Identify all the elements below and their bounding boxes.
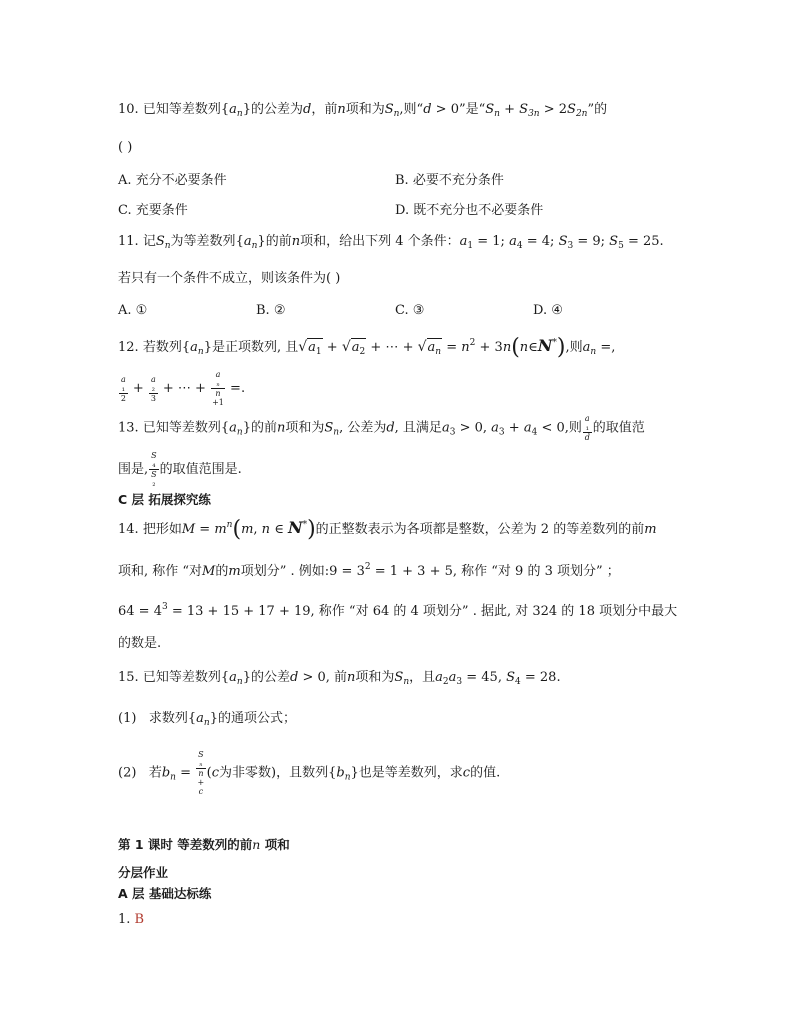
q14-number: 14.: [118, 522, 139, 537]
q10-line1: 10. 已知等差数列$\{a_n\}$的公差为d，前n项和为$S_n$,则“d > 0”是“$S_n + S_{3n} > 2S_{2n}$”的: [118, 102, 608, 119]
q13-line1: 13. 已知等差数列$\{a_n\}$的前n项和为$S_n$, 公差为d, 且满足$a_3 > 0$, $a_3 + a_4 < 0$,则 a ₁ d 的取值范: [118, 414, 645, 442]
q10-number: 10.: [118, 102, 139, 117]
section-a-heading: A 层 基础达标练: [118, 886, 212, 901]
q10-option-a: A. 充分不必要条件: [118, 173, 227, 188]
q11-number: 11.: [118, 234, 139, 249]
q14-line1: 14. 把形如$M = m^n(m$, n ∈ N*)的正整数表示为各项都是整数，公差为 2 的等差数列的前m: [118, 517, 657, 542]
q11-option-b: B. ②: [256, 303, 286, 318]
q11-option-a: A. ①: [118, 303, 148, 318]
answer-1: 1. B: [118, 912, 145, 927]
lesson-title: 第 1 课时 等差数列的前n 项和: [118, 837, 290, 852]
q11-option-c: C. ③: [395, 303, 425, 318]
answer-1-value: B: [134, 912, 145, 927]
q11-line1: 11. 记$S_n$为等差数列$\{a_n\}$的前n项和，给出下列 4 个条件：$a_1 = 1$; $a_4 = 4$; $S_3 = 9$; $S_5 = 25$.: [118, 234, 664, 251]
q10-option-b: B. 必要不充分条件: [395, 173, 504, 188]
q13-number: 13.: [118, 420, 139, 436]
q11-option-d: D. ④: [533, 303, 563, 318]
q12-line1: 12. 若数列$\{a_n\}$是正项数列, 且$√a_1 + √a_2$ + ⋯ + $√a_n = n^2$ + 3n(n∈N*),则$a_n$ =,: [118, 335, 616, 360]
q12-line2: a ₁ 2 + a ₂ 3 + ⋯ + a ₙ n +1 =.: [120, 370, 246, 407]
q11-line2: 若只有一个条件不成立，则该条件为( ): [118, 271, 341, 286]
q15-number: 15.: [118, 670, 139, 685]
q15-part1: (1) 求数列$\{a_n\}$的通项公式；: [118, 711, 296, 728]
q14-line2: 项和, 称作 “对M的m项划分” . 例如:9 = $3^2 = 1 + 3 + 5$, 称作 “对 9 的 3 项划分” ；: [118, 562, 620, 579]
q15-line1: 15. 已知等差数列$\{a_n\}$的公差d > 0, 前n项和为$S_n$，且$a_2a_3 = 45$, $S_4 = 28$.: [118, 670, 561, 687]
q15-part2: (2) 若$b_n$ = S ₙ n + c (c为非零数)，且数列$\{b_n\}$也是等差数列，求c的值.: [118, 750, 501, 796]
q10-option-d: D. 既不充分也不必要条件: [395, 203, 544, 218]
q14-line3: $64 = 4^3 = 13 + 15 + 17 + 19$, 称作 “对 64 的 4 项划分” . 据此, 对 324 的 18 项划分中最大: [118, 602, 678, 619]
q10-answer-blank: ( ): [118, 140, 133, 155]
q13-line2: 围是, S ₄ S ₂ 的取值范围是.: [118, 451, 242, 488]
q14-line4: 的数是.: [118, 636, 162, 651]
q12-number: 12.: [118, 340, 139, 355]
layer-homework-title: 分层作业: [118, 865, 169, 880]
section-c-heading: C 层 拓展探究练: [118, 492, 211, 507]
q10-option-c: C. 充要条件: [118, 203, 188, 218]
